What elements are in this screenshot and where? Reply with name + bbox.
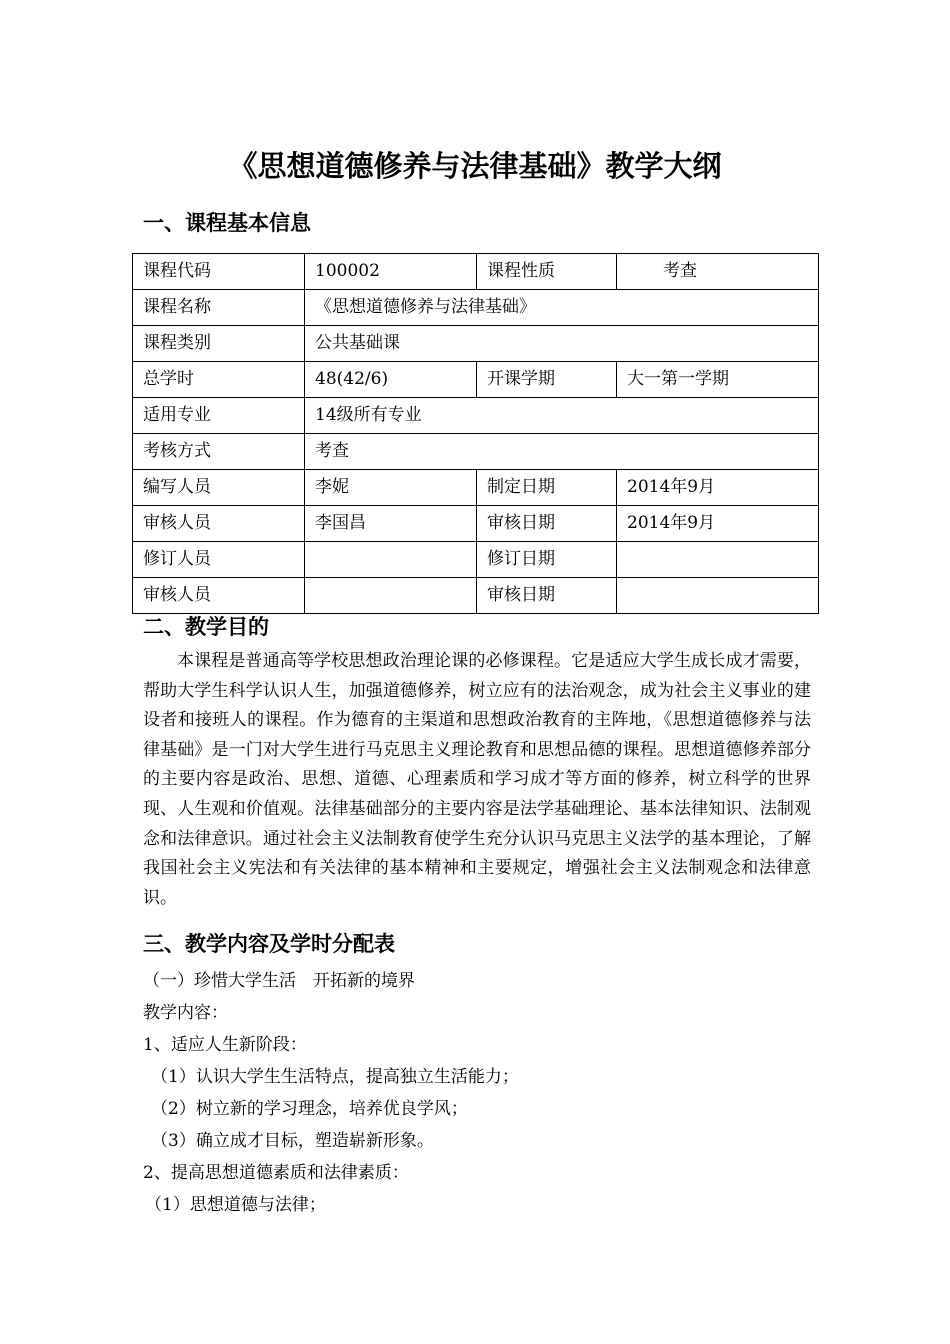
section-heading-basic-info: 一、课程基本信息: [143, 210, 311, 235]
table-row: [133, 254, 819, 290]
table-cell: 课程性质: [477, 254, 617, 290]
table-row: [133, 506, 819, 542]
table-cell: 《思想道德修养与法律基础》: [305, 290, 819, 326]
table-row: [133, 290, 819, 326]
table-cell: 课程名称: [133, 290, 305, 326]
table-cell: 制定日期: [477, 470, 617, 506]
list-item: （2）树立新的学习理念，培养优良学风；: [151, 1099, 468, 1119]
page-title: 《思想道德修养与法律基础》教学大纲: [228, 149, 722, 183]
table-cell: 审核人员: [133, 506, 305, 542]
table-cell: 考查: [617, 254, 819, 290]
course-info-table: [132, 253, 819, 614]
table-cell: 2014年9月: [617, 470, 819, 506]
table-cell: 李国昌: [305, 506, 477, 542]
table-cell: 课程类别: [133, 326, 305, 362]
table-cell: 100002: [305, 254, 477, 290]
table-cell: 大一第一学期: [617, 362, 819, 398]
table-cell: 公共基础课: [305, 326, 819, 362]
table-row: [133, 542, 819, 578]
table-cell: 修订日期: [477, 542, 617, 578]
table-cell: 2014年9月: [617, 506, 819, 542]
section-heading-teaching-content: 三、教学内容及学时分配表: [143, 931, 395, 956]
list-item: 2、提高思想道德素质和法律素质：: [143, 1163, 409, 1183]
table-cell: 课程代码: [133, 254, 305, 290]
table-row: [133, 470, 819, 506]
table-row: [133, 362, 819, 398]
table-row: [133, 326, 819, 362]
table-cell: 48(42/6): [305, 362, 477, 398]
table-cell: 李妮: [305, 470, 477, 506]
table-cell: 审核人员: [133, 578, 305, 614]
teaching-purpose-paragraph: 本课程是普通高等学校思想政治理论课的必修课程。它是适应大学生成长成才需要，帮助大学生科学认识人生，加强道德修养，树立应有的法治观念，成为社会主义事业的建设者和接班人的课程。作为德育的主渠道和思想政治教育的主阵地，《思想道德修养与法律基础》是一门对大学生进行马克思主义理论教育和思想品德的课程。思想道德修养部分的主要内容是政治、思想、道德、心理素质和学习成才等方面的修养，树立科学的世界现、人生观和价值观。法律基础部分的主要内容是法学基础理论、基本法律知识、法制观念和法律意识。通过社会主义法制教育使学生充分认识马克思主义法学的基本理论，了解我国社会主义宪法和有关法律的基本精神和主要规定，增强社会主义法制观念和法律意识。: [143, 651, 811, 908]
unit-title: （一）珍惜大学生活 开拓新的境界: [143, 971, 415, 991]
table-cell: 适用专业: [133, 398, 305, 434]
table-cell: 考核方式: [133, 434, 305, 470]
table-cell: 考查: [305, 434, 819, 470]
table-cell: [305, 578, 477, 614]
table-cell: 总学时: [133, 362, 305, 398]
table-cell: [305, 542, 477, 578]
table-cell: 审核日期: [477, 506, 617, 542]
table-row: [133, 578, 819, 614]
table-cell: 审核日期: [477, 578, 617, 614]
list-item: （1）认识大学生生活特点，提高独立生活能力；: [151, 1067, 519, 1087]
table-cell: 修订人员: [133, 542, 305, 578]
table-cell: 14级所有专业: [305, 398, 819, 434]
table-cell: 编写人员: [133, 470, 305, 506]
table-cell: [617, 542, 819, 578]
section-heading-teaching-purpose: 二、教学目的: [143, 614, 269, 639]
table-cell: 开课学期: [477, 362, 617, 398]
content-label: 教学内容：: [143, 1003, 228, 1023]
table-row: [133, 398, 819, 434]
table-cell: [617, 578, 819, 614]
list-item: （1）思想道德与法律；: [145, 1195, 326, 1215]
table-row: [133, 434, 819, 470]
list-item: （3）确立成才目标，塑造崭新形象。: [151, 1131, 434, 1151]
list-item: 1、适应人生新阶段：: [143, 1035, 307, 1055]
